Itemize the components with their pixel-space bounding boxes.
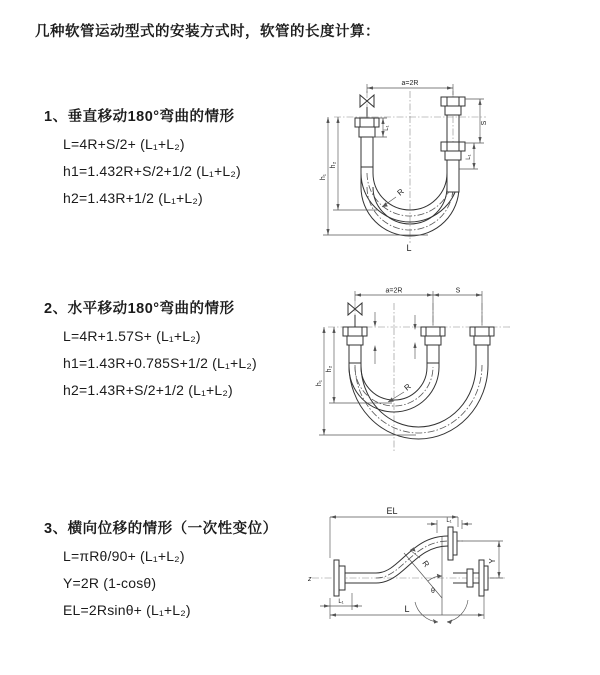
formula-h1: h1=1.432R+S/2+1/2 (L₁+L₂) [63,163,241,179]
original-position-hose [453,560,488,596]
section-1 [44,104,324,212]
left-flange [334,560,345,596]
dim-label-h2: h₂ [330,161,337,169]
formula-length: L=4R+S/2+ (L₁+L₂) [63,136,185,152]
hose-s-curve [345,536,448,583]
formula-el: EL=2Rsinθ+ (L₁+L₂) [63,602,191,618]
dimension-l1-left [320,593,362,610]
dim-label-l-total: L [406,243,412,253]
dimension-el [330,506,458,558]
dim-label-h1: h₁ [316,379,323,387]
formula-y: Y=2R (1-cosθ) [63,575,157,591]
page-title: 几种软管运动型式的安装方式时，软管的长度计算： [35,24,380,40]
braid-section [447,160,459,192]
dim-label-h1: h₁ [320,173,327,181]
radius-callout [382,187,406,207]
gap-arrows [373,312,416,364]
formula-h2: h2=1.43R+1/2 (L₁+L₂) [63,190,203,206]
dimension-s [465,99,488,143]
centerlines [334,91,486,243]
diagram-3-drawing [300,503,590,650]
dim-label-s: S [481,120,488,126]
section-2-heading: 2、水平移动180°弯曲的情形 [44,301,235,317]
braid-section [427,345,439,363]
dim-label-l1: L₁ [466,154,472,160]
section-2 [44,296,324,404]
dim-label-r: R [402,381,413,393]
formula-h2: h2=1.43R+S/2+1/2 (L₁+L₂) [63,382,233,398]
dim-label-r: R [395,186,406,198]
dim-label-el: EL [386,506,398,516]
middle-fitting [421,327,445,363]
dim-label-l: L [404,604,410,614]
section-3-heading: 3、横向位移的情形（一次性变位） [44,521,278,537]
formula-h1: h1=1.43R+0.785S+1/2 (L₁+L₂) [63,355,257,371]
dimension-h1 [316,327,416,435]
braid-section [361,137,373,167]
dim-label-s: S [455,287,461,295]
dim-label-a2r: a=2R [401,80,419,87]
dim-label-a2r: a=2R [385,287,403,295]
diagram-lateral-displacement [300,503,590,650]
dim-label-l1: L₁ [446,518,452,524]
left-fitting [355,118,379,167]
right-fitting [441,97,465,192]
braid-section [349,345,361,363]
dim-label-l1: L₁ [338,599,344,605]
centerline-z-mark: z [308,576,312,583]
hose-u-bend-shifted [349,345,488,439]
formula-length: L=4R+1.57S+ (L₁+L₂) [63,328,201,344]
section-3 [44,516,324,624]
right-fitting [470,327,494,345]
angle-label-theta: θ [431,588,435,595]
dim-label-h2: h₂ [326,365,333,373]
dimension-l-total [330,596,484,619]
formula-length: L=πRθ/90+ (L₁+L₂) [63,548,185,564]
left-fitting [343,327,367,363]
diagram-vertical-movement [310,75,590,255]
diagram-1-drawing [310,75,590,255]
displaced-flange [448,527,457,560]
section-1-heading: 1、垂直移动180°弯曲的情形 [44,109,235,125]
dim-label-l1: L₁ [384,125,390,131]
dim-label-y: Y [488,558,497,564]
dim-label-r: R [420,558,432,569]
dimension-s [433,288,482,326]
diagram-horizontal-movement [310,285,590,470]
diagram-2-drawing [310,285,590,470]
